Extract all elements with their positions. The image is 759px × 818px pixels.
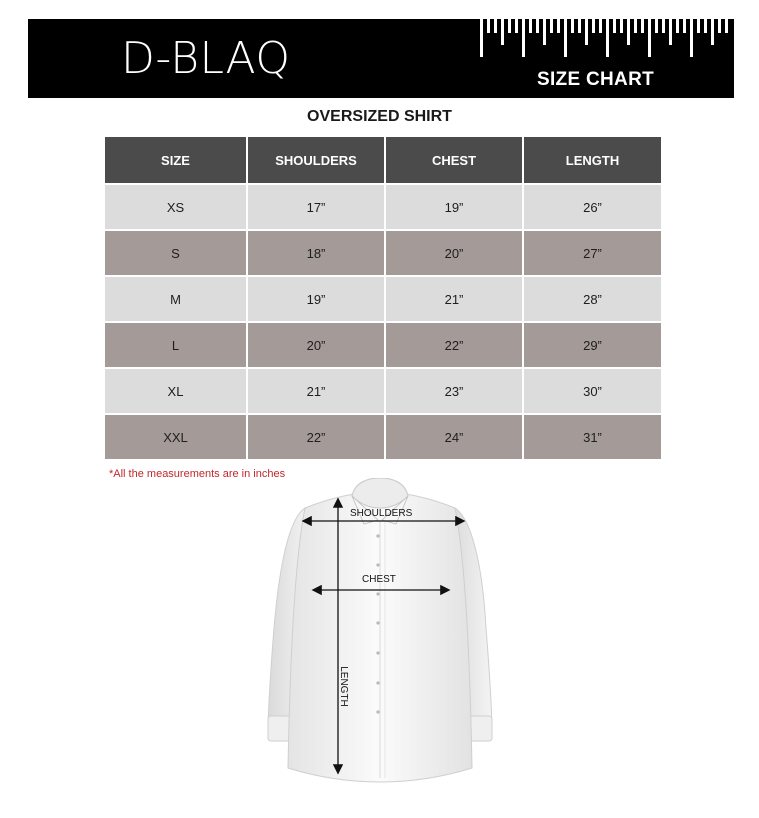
ruler-tick [690,19,693,57]
ruler-tick [641,19,644,33]
shirt-diagram [260,478,500,808]
ruler-tick [550,19,553,33]
ruler-tick [697,19,700,33]
ruler-tick [599,19,602,33]
ruler-tick [655,19,658,33]
chest-cell: 19” [385,184,523,230]
measurement-note: *All the measurements are in inches [109,468,286,480]
ruler-tick [613,19,616,33]
table-title: OVERSIZED SHIRT [307,108,452,125]
ruler-icon [476,19,734,59]
ruler-tick [704,19,707,33]
column-header-chest: CHEST [385,137,523,184]
shoulders-cell: 21” [247,368,385,414]
chest-cell: 24” [385,414,523,460]
size-cell: XS [105,184,247,230]
ruler-tick [508,19,511,33]
size-cell: XL [105,368,247,414]
header-banner [28,19,734,98]
ruler-tick [501,19,504,45]
size-cell: M [105,276,247,322]
size-cell: XXL [105,414,247,460]
ruler-tick [592,19,595,33]
ruler-tick [515,19,518,33]
ruler-tick [543,19,546,45]
ruler-tick [683,19,686,33]
table-header-row [105,137,661,184]
shirt-illustration [260,478,500,808]
ruler-tick [522,19,525,57]
shoulders-measure-label: SHOULDERS [350,508,413,519]
ruler-tick [487,19,490,33]
length-cell: 31” [523,414,661,460]
length-cell: 27” [523,230,661,276]
brand-logo: D-BLAQ [121,33,291,84]
ruler-tick [725,19,728,33]
ruler-tick [634,19,637,33]
length-cell: 28” [523,276,661,322]
chest-cell: 21” [385,276,523,322]
ruler-tick [627,19,630,45]
ruler-tick [571,19,574,33]
table-row [105,184,661,230]
column-header-shoulders: SHOULDERS [247,137,385,184]
table-row [105,230,661,276]
length-cell: 26” [523,184,661,230]
ruler-tick [480,19,483,57]
ruler-tick [676,19,679,33]
shoulders-cell: 17” [247,184,385,230]
table-row [105,276,661,322]
ruler-tick [494,19,497,33]
shoulders-cell: 19” [247,276,385,322]
ruler-tick [606,19,609,57]
ruler-tick [620,19,623,33]
ruler-tick [578,19,581,33]
ruler-tick [718,19,721,33]
ruler-tick [662,19,665,33]
chest-cell: 20” [385,230,523,276]
table-row [105,322,661,368]
chest-cell: 22” [385,322,523,368]
length-measure-label: LENGTH [337,666,349,707]
table-row [105,414,661,460]
length-cell: 30” [523,368,661,414]
ruler-tick [564,19,567,57]
chest-cell: 23” [385,368,523,414]
ruler-tick [557,19,560,33]
ruler-tick [536,19,539,33]
chest-measure-label: CHEST [362,574,396,585]
ruler-tick [585,19,588,45]
length-cell: 29” [523,322,661,368]
shoulders-cell: 22” [247,414,385,460]
ruler-tick [648,19,651,57]
size-cell: L [105,322,247,368]
table-row [105,368,661,414]
shoulders-cell: 18” [247,230,385,276]
ruler-tick [669,19,672,45]
shoulders-cell: 20” [247,322,385,368]
ruler-tick [711,19,714,45]
size-cell: S [105,230,247,276]
column-header-size: SIZE [105,137,247,184]
column-header-length: LENGTH [523,137,661,184]
size-chart-label: SIZE CHART [537,69,654,90]
size-table [105,137,661,461]
ruler-tick [529,19,532,33]
